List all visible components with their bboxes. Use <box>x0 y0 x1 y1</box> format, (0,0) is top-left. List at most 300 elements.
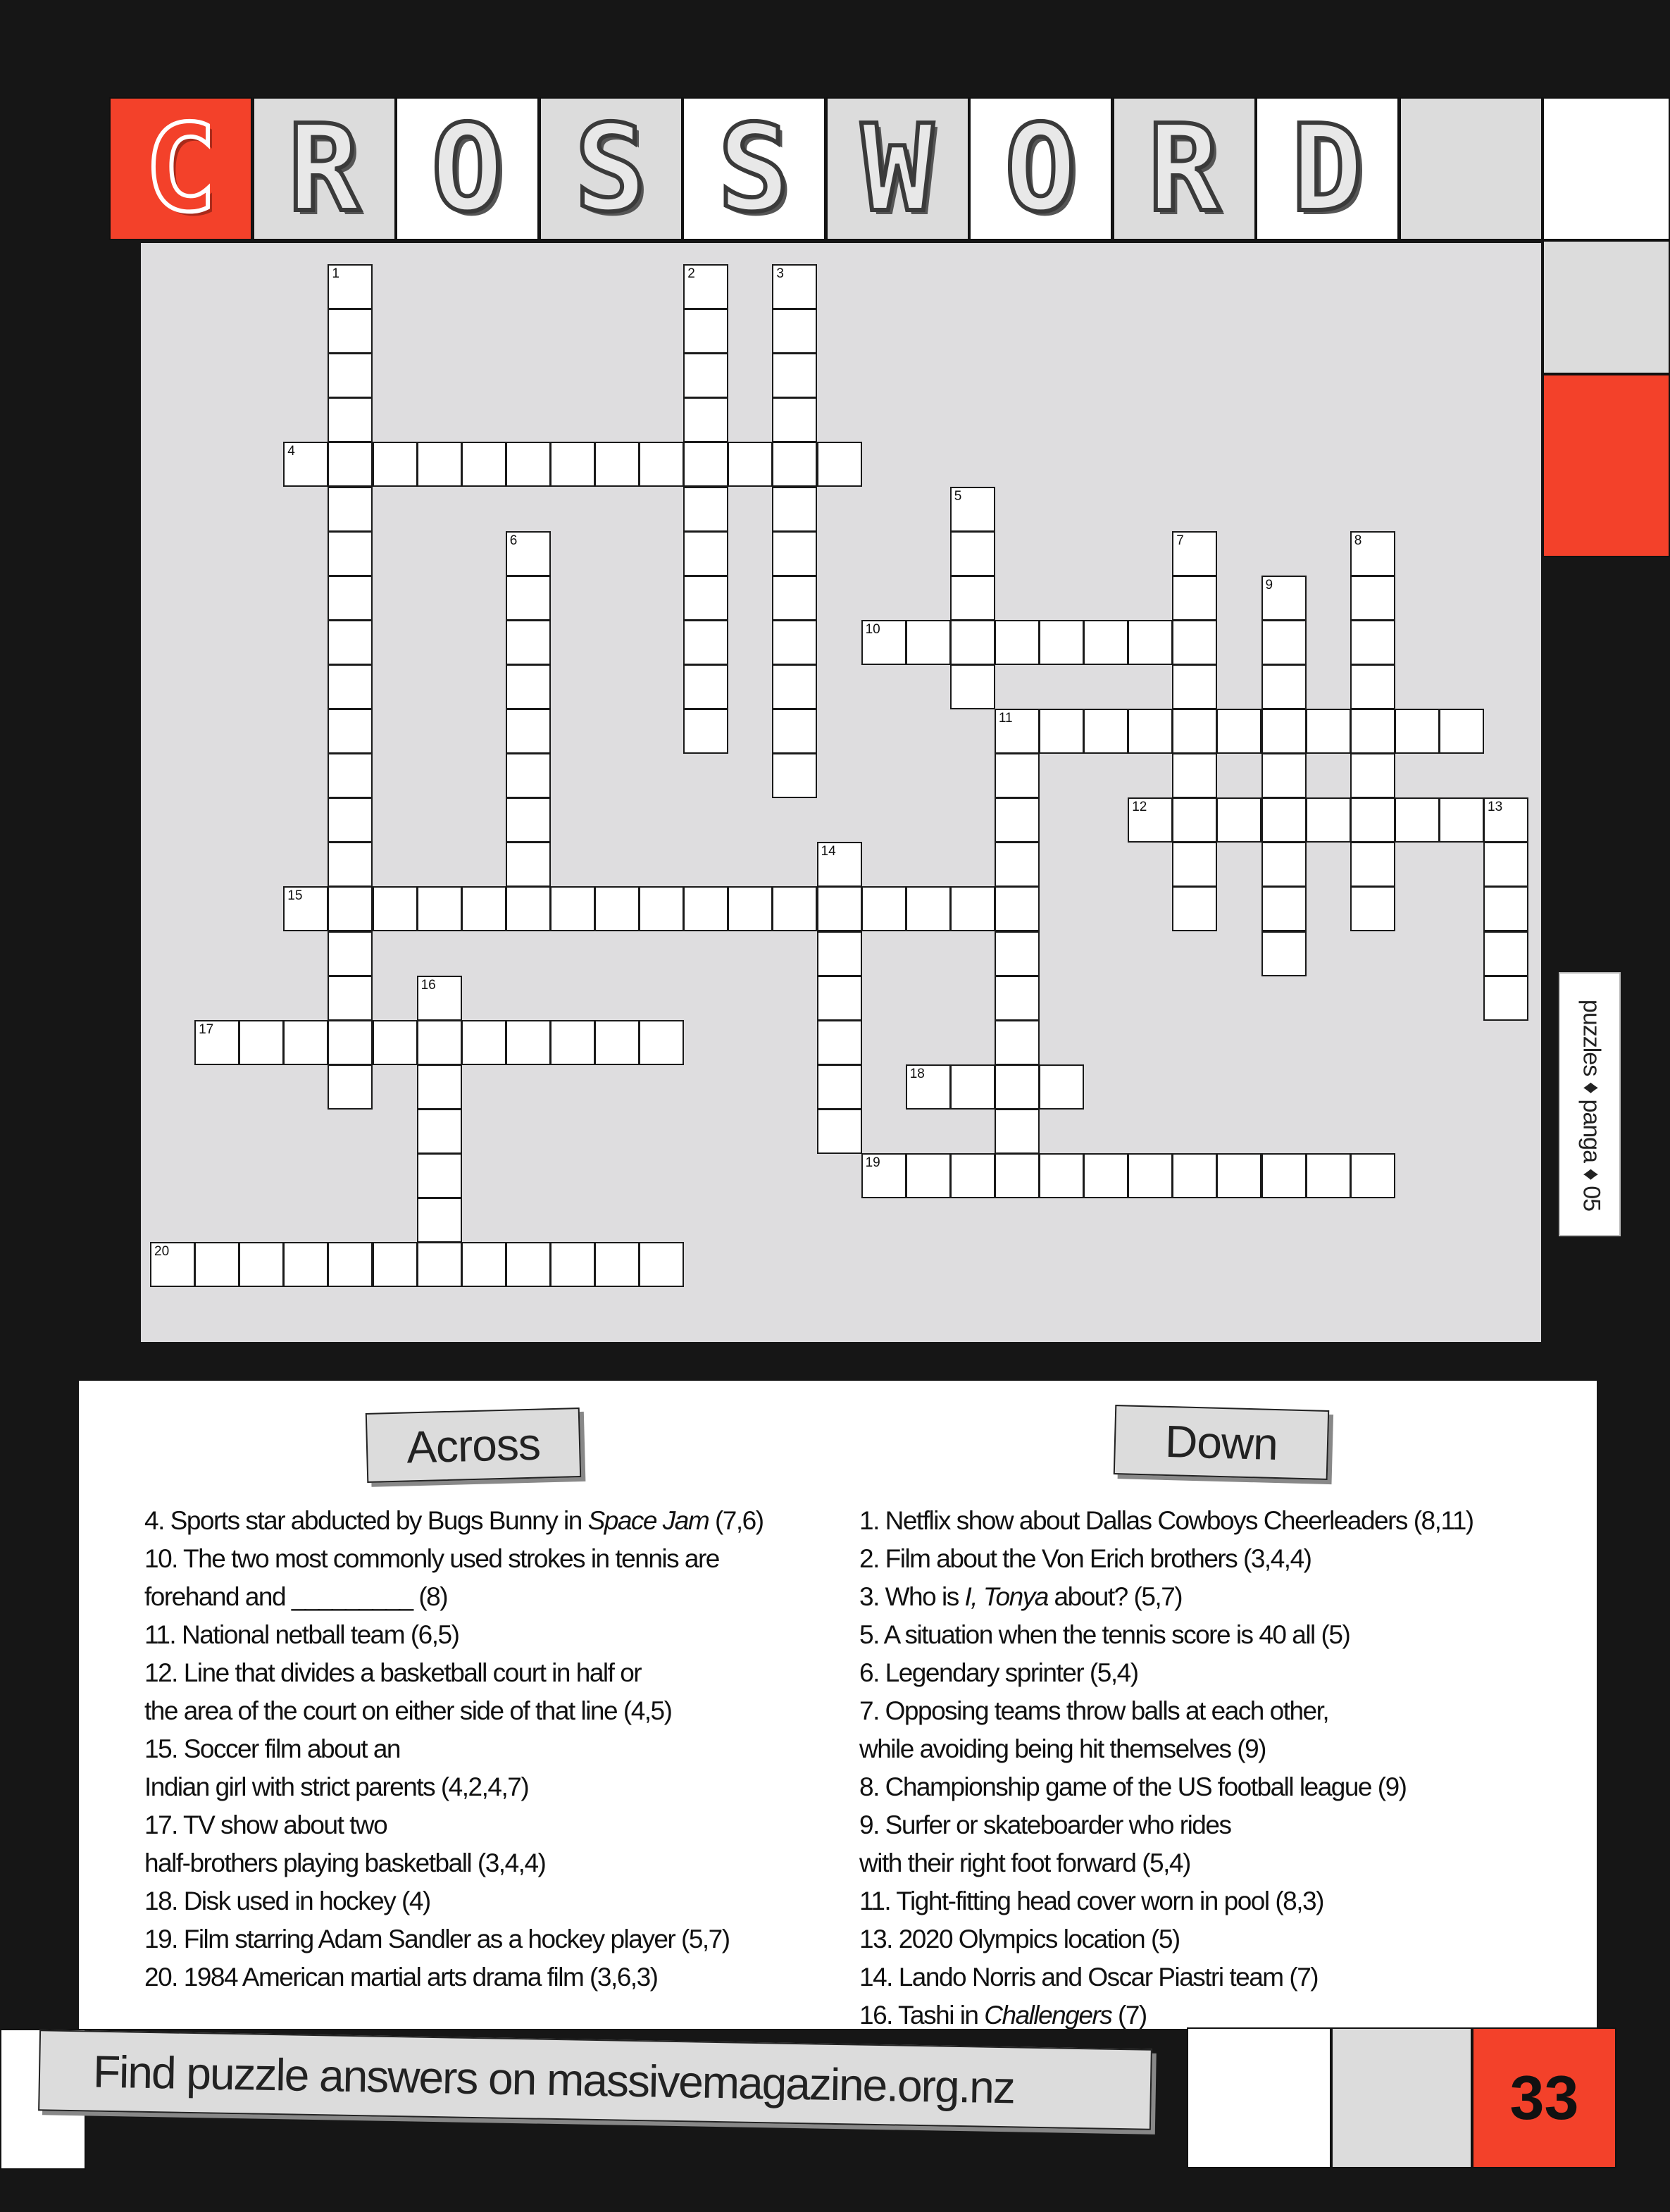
grid-cell[interactable] <box>772 620 817 665</box>
grid-cell[interactable] <box>594 1020 640 1065</box>
grid-cell[interactable] <box>683 620 728 665</box>
grid-cell[interactable] <box>1216 1153 1261 1198</box>
page-number-box <box>1472 2027 1616 2168</box>
grid-cell[interactable] <box>1350 1153 1395 1198</box>
grid-cell[interactable] <box>772 309 817 354</box>
title-letter: C <box>144 99 217 239</box>
grid-cell[interactable] <box>328 709 373 754</box>
grid-cell[interactable] <box>1172 886 1217 931</box>
across-clue-line <box>144 1578 447 1616</box>
across-clue-line <box>144 1730 400 1768</box>
clue-number: 13 <box>1488 800 1503 815</box>
grid-cell[interactable] <box>506 886 551 931</box>
grid-cell[interactable] <box>906 620 951 665</box>
title-blank-tile <box>1400 97 1543 240</box>
title-letter: O <box>431 99 504 239</box>
grid-cell[interactable] <box>683 353 728 398</box>
grid-cell[interactable] <box>1350 576 1395 621</box>
grid-cell[interactable] <box>772 886 817 931</box>
grid-cell[interactable] <box>194 1242 239 1287</box>
title-letter-tile <box>109 97 252 240</box>
grid-cell[interactable] <box>417 1153 462 1198</box>
grid-cell[interactable] <box>328 264 373 309</box>
grid-cell[interactable] <box>373 442 418 487</box>
grid-cell[interactable] <box>995 753 1040 798</box>
grid-cell[interactable] <box>1483 931 1528 976</box>
grid-cell[interactable] <box>506 1242 551 1287</box>
grid-cell[interactable] <box>417 1109 462 1154</box>
grid-cell[interactable] <box>950 1064 995 1110</box>
grid-cell[interactable] <box>683 397 728 442</box>
grid-cell[interactable] <box>995 842 1040 887</box>
grid-cell[interactable] <box>1306 709 1351 754</box>
grid-cell[interactable] <box>328 576 373 621</box>
down-clue-line <box>859 1502 1473 1540</box>
grid-cell[interactable] <box>417 886 462 931</box>
grid-cell[interactable] <box>594 1242 640 1287</box>
down-clue-line <box>859 1578 1182 1616</box>
grid-cell[interactable] <box>283 442 328 487</box>
grid-cell[interactable] <box>328 531 373 576</box>
grid-cell[interactable] <box>1261 1153 1307 1198</box>
clue-em-text: I, Tonya <box>964 1582 1048 1611</box>
grid-cell[interactable] <box>1172 842 1217 887</box>
grid-cell[interactable] <box>1350 620 1395 665</box>
grid-cell[interactable] <box>328 976 373 1021</box>
clue-number: 9 <box>1265 577 1273 592</box>
grid-cell[interactable] <box>328 1020 373 1065</box>
grid-cell[interactable] <box>1261 842 1307 887</box>
grid-cell[interactable] <box>995 620 1040 665</box>
across-clue-line <box>144 1692 671 1730</box>
grid-cell[interactable] <box>550 1242 595 1287</box>
clue-number: 1 <box>332 266 339 281</box>
clue-pre-text: 6. Legendary sprinter (5,4) <box>859 1658 1138 1687</box>
grid-cell[interactable] <box>550 1020 595 1065</box>
grid-cell[interactable] <box>328 842 373 887</box>
grid-cell[interactable] <box>1395 797 1440 843</box>
grid-cell[interactable] <box>995 886 1040 931</box>
clue-number: 7 <box>1176 533 1184 548</box>
grid-cell[interactable] <box>417 976 462 1021</box>
title-letter-tile <box>1113 97 1256 240</box>
grid-cell[interactable] <box>506 531 551 576</box>
grid-cell[interactable] <box>683 442 728 487</box>
grid-cell[interactable] <box>995 1109 1040 1154</box>
grid-cell[interactable] <box>639 1020 684 1065</box>
grid-cell[interactable] <box>817 976 862 1021</box>
grid-cell[interactable] <box>328 886 373 931</box>
grid-cell[interactable] <box>1483 797 1528 843</box>
grid-cell[interactable] <box>506 442 551 487</box>
clue-number: 2 <box>687 266 695 281</box>
grid-cell[interactable] <box>995 1153 1040 1198</box>
grid-cell[interactable] <box>1350 886 1395 931</box>
grid-cell[interactable] <box>1261 931 1307 976</box>
title-letter: S <box>574 99 647 239</box>
grid-cell[interactable] <box>861 1153 906 1198</box>
grid-cell[interactable] <box>950 576 995 621</box>
deco-block-white <box>1543 97 1670 240</box>
across-clue-line <box>144 1654 641 1692</box>
grid-cell[interactable] <box>995 1064 1040 1110</box>
clue-number: 20 <box>154 1244 170 1260</box>
grid-cell[interactable] <box>683 576 728 621</box>
grid-cell[interactable] <box>150 1242 195 1287</box>
grid-cell[interactable] <box>1172 664 1217 709</box>
grid-cell[interactable] <box>728 442 773 487</box>
grid-cell[interactable] <box>328 1242 373 1287</box>
clue-post-text: (7) <box>1111 2001 1147 2030</box>
footer-answers-link[interactable] <box>38 2030 1152 2130</box>
grid-cell[interactable] <box>950 664 995 709</box>
grid-cell[interactable] <box>550 886 595 931</box>
page-box-gray <box>1331 2027 1472 2168</box>
clue-number: 17 <box>199 1021 214 1037</box>
grid-cell[interactable] <box>594 442 640 487</box>
grid-cell[interactable] <box>1261 664 1307 709</box>
title-letter: W <box>861 99 934 239</box>
grid-cell[interactable] <box>417 1064 462 1110</box>
grid-cell[interactable] <box>506 842 551 887</box>
across-clue-line <box>144 1920 730 1958</box>
grid-cell[interactable] <box>373 1242 418 1287</box>
grid-cell[interactable] <box>1306 797 1351 843</box>
clue-number: 12 <box>1132 800 1147 815</box>
clue-pre-text: the area of the court on either side of that line (4,5) <box>144 1696 672 1725</box>
grid-cell[interactable] <box>817 442 862 487</box>
grid-cell[interactable] <box>373 1020 418 1065</box>
clue-number: 5 <box>954 488 962 504</box>
grid-cell[interactable] <box>417 442 462 487</box>
grid-cell[interactable] <box>817 931 862 976</box>
grid-cell[interactable] <box>506 709 551 754</box>
grid-cell[interactable] <box>328 753 373 798</box>
grid-cell[interactable] <box>1350 664 1395 709</box>
clue-pre-text: 1. Netflix show about Dallas Cowboys Cheerleaders (8,11) <box>859 1506 1473 1535</box>
clue-pre-text: 4. Sports star abducted by Bugs Bunny in <box>144 1506 588 1535</box>
clue-pre-text: 9. Surfer or skateboarder who rides <box>859 1810 1231 1839</box>
grid-cell[interactable] <box>683 309 728 354</box>
grid-cell[interactable] <box>328 397 373 442</box>
grid-cell[interactable] <box>506 1020 551 1065</box>
grid-cell[interactable] <box>1350 709 1395 754</box>
grid-cell[interactable] <box>906 1153 951 1198</box>
grid-cell[interactable] <box>1172 620 1217 665</box>
clue-pre-text: 18. Disk used in hockey (4) <box>144 1887 430 1915</box>
across-clue-line <box>144 1616 459 1654</box>
title-letter: D <box>1291 99 1364 239</box>
grid-cell[interactable] <box>1306 1153 1351 1198</box>
grid-cell[interactable] <box>1483 976 1528 1021</box>
grid-cell[interactable] <box>506 664 551 709</box>
grid-cell[interactable] <box>772 576 817 621</box>
grid-cell[interactable] <box>328 797 373 843</box>
grid-cell[interactable] <box>772 353 817 398</box>
clue-pre-text: 5. A situation when the tennis score is 40 all (5) <box>859 1620 1350 1649</box>
grid-cell[interactable] <box>328 353 373 398</box>
grid-cell[interactable] <box>506 620 551 665</box>
footer-text: Find puzzle answers on massivemagazine.org.nz <box>92 2046 1015 2113</box>
across-clue-line <box>144 1540 719 1578</box>
grid-cell[interactable] <box>461 1020 506 1065</box>
grid-cell[interactable] <box>772 264 817 309</box>
grid-cell[interactable] <box>1172 576 1217 621</box>
clue-pre-text: 19. Film starring Adam Sandler as a hockey player (5,7) <box>144 1925 730 1953</box>
grid-cell[interactable] <box>1483 842 1528 887</box>
down-clue-line <box>859 1958 1318 1996</box>
grid-cell[interactable] <box>906 886 951 931</box>
grid-cell[interactable] <box>817 1020 862 1065</box>
grid-cell[interactable] <box>506 797 551 843</box>
clue-pre-text: 10. The two most commonly used strokes in tennis are <box>144 1544 719 1573</box>
grid-cell[interactable] <box>1261 576 1307 621</box>
grid-cell[interactable] <box>817 1109 862 1154</box>
grid-cell[interactable] <box>683 264 728 309</box>
title-letter: R <box>287 99 361 239</box>
grid-cell[interactable] <box>1039 1064 1084 1110</box>
title-letter: R <box>1147 99 1221 239</box>
side-label <box>1559 972 1621 1236</box>
clue-pre-text: Indian girl with strict parents (4,2,4,7) <box>144 1772 529 1801</box>
grid-cell[interactable] <box>328 1064 373 1110</box>
grid-cell[interactable] <box>461 1242 506 1287</box>
grid-cell[interactable] <box>817 886 862 931</box>
clue-pre-text: 15. Soccer film about an <box>144 1734 400 1763</box>
grid-cell[interactable] <box>1216 797 1261 843</box>
grid-cell[interactable] <box>373 886 418 931</box>
clue-pre-text: 17. TV show about two <box>144 1810 387 1839</box>
clue-number: 16 <box>420 977 436 993</box>
clues-panel <box>79 1381 1597 2029</box>
grid-cell[interactable] <box>906 1064 951 1110</box>
grid-cell[interactable] <box>1261 709 1307 754</box>
down-clue-line <box>859 1882 1323 1920</box>
grid-cell[interactable] <box>1439 797 1484 843</box>
grid-cell[interactable] <box>1439 709 1484 754</box>
grid-cell[interactable] <box>283 1242 328 1287</box>
grid-cell[interactable] <box>683 886 728 931</box>
grid-cell[interactable] <box>506 753 551 798</box>
across-clue-line <box>144 1958 658 1996</box>
clue-number: 10 <box>865 621 880 637</box>
grid-cell[interactable] <box>1483 886 1528 931</box>
clue-pre-text: half-brothers playing basketball (3,4,4) <box>144 1848 546 1877</box>
grid-cell[interactable] <box>328 442 373 487</box>
down-clue-line <box>859 1996 1147 2034</box>
grid-cell[interactable] <box>1350 531 1395 576</box>
grid-cell[interactable] <box>683 664 728 709</box>
grid-cell[interactable] <box>283 886 328 931</box>
down-clue-line <box>859 1692 1328 1730</box>
grid-cell[interactable] <box>1350 753 1395 798</box>
title-letter-tile <box>540 97 683 240</box>
down-clue-line <box>859 1806 1230 1844</box>
grid-cell[interactable] <box>1083 1153 1128 1198</box>
grid-cell[interactable] <box>328 931 373 976</box>
grid-cell[interactable] <box>1039 1153 1084 1198</box>
clue-pre-text: 3. Who is <box>859 1582 965 1611</box>
clue-number: 18 <box>909 1066 925 1081</box>
clue-number: 8 <box>1354 533 1362 548</box>
page-box-white <box>1187 2027 1331 2168</box>
grid-cell[interactable] <box>417 1198 462 1243</box>
clue-number: 6 <box>509 533 518 548</box>
across-clue-line <box>144 1806 387 1844</box>
clue-pre-text: with their right foot forward (5,4) <box>859 1848 1190 1877</box>
clue-pre-text: 7. Opposing teams throw balls at each other, <box>859 1696 1329 1725</box>
grid-cell[interactable] <box>239 1242 284 1287</box>
down-clue-line <box>859 1540 1311 1578</box>
clue-number: 4 <box>287 444 295 459</box>
title-letter-tile <box>683 97 825 240</box>
grid-cell[interactable] <box>817 1064 862 1110</box>
grid-cell[interactable] <box>639 442 684 487</box>
grid-cell[interactable] <box>728 886 773 931</box>
clue-em-text: Space Jam <box>587 1506 709 1535</box>
across-clue-line <box>144 1502 764 1540</box>
crossword-grid <box>141 243 1541 1342</box>
grid-cell[interactable] <box>772 709 817 754</box>
across-clue-line <box>144 1882 430 1920</box>
clue-pre-text: 13. 2020 Olympics location (5) <box>859 1925 1180 1953</box>
grid-cell[interactable] <box>639 1242 684 1287</box>
clue-post-text: (7,6) <box>709 1506 764 1535</box>
grid-cell[interactable] <box>1350 797 1395 843</box>
grid-cell[interactable] <box>1128 620 1173 665</box>
down-heading: Down <box>1114 1405 1329 1480</box>
grid-cell[interactable] <box>1128 1153 1173 1198</box>
grid-cell[interactable] <box>328 664 373 709</box>
across-heading: Across <box>366 1408 581 1483</box>
page-number: 33 <box>1509 2063 1579 2132</box>
grid-cell[interactable] <box>995 709 1040 754</box>
grid-cell[interactable] <box>995 797 1040 843</box>
down-clue-line <box>859 1616 1350 1654</box>
clue-pre-text: 11. National netball team (6,5) <box>144 1620 459 1649</box>
grid-cell[interactable] <box>995 1020 1040 1065</box>
title-letter-tile <box>253 97 396 240</box>
grid-cell[interactable] <box>1350 842 1395 887</box>
grid-cell[interactable] <box>194 1020 239 1065</box>
clue-number: 14 <box>821 844 836 859</box>
grid-cell[interactable] <box>861 620 906 665</box>
down-clue-line <box>859 1768 1407 1806</box>
clue-pre-text: while avoiding being hit themselves (9) <box>859 1734 1266 1763</box>
grid-cell[interactable] <box>328 487 373 532</box>
grid-cell[interactable] <box>772 531 817 576</box>
clue-number: 15 <box>287 888 303 904</box>
grid-cell[interactable] <box>1083 709 1128 754</box>
grid-cell[interactable] <box>995 931 1040 976</box>
clue-em-text: Challengers <box>984 2001 1112 2030</box>
grid-cell[interactable] <box>683 709 728 754</box>
grid-cell[interactable] <box>950 886 995 931</box>
grid-cell[interactable] <box>1172 531 1217 576</box>
grid-cell[interactable] <box>772 442 817 487</box>
grid-cell[interactable] <box>861 886 906 931</box>
grid-cell[interactable] <box>1172 1153 1217 1198</box>
across-clue-line <box>144 1768 528 1806</box>
grid-cell[interactable] <box>1261 797 1307 843</box>
grid-cell[interactable] <box>950 620 995 665</box>
down-clue-line <box>859 1654 1138 1692</box>
grid-cell[interactable] <box>950 1153 995 1198</box>
clue-pre-text: 2. Film about the Von Erich brothers (3,4,4) <box>859 1544 1311 1573</box>
title-letter: O <box>1004 99 1077 239</box>
grid-cell[interactable] <box>461 442 506 487</box>
down-clue-line <box>859 1920 1180 1958</box>
grid-cell[interactable] <box>1216 709 1261 754</box>
grid-cell[interactable] <box>950 487 995 532</box>
grid-cell[interactable] <box>772 664 817 709</box>
grid-cell[interactable] <box>506 576 551 621</box>
clue-pre-text: 8. Championship game of the US football league (9) <box>859 1772 1407 1801</box>
grid-cell[interactable] <box>1083 620 1128 665</box>
grid-cell[interactable] <box>1172 753 1217 798</box>
grid-cell[interactable] <box>550 442 595 487</box>
grid-cell[interactable] <box>950 531 995 576</box>
grid-cell[interactable] <box>417 1020 462 1065</box>
grid-cell[interactable] <box>995 976 1040 1021</box>
grid-cell[interactable] <box>639 886 684 931</box>
grid-cell[interactable] <box>417 1242 462 1287</box>
grid-cell[interactable] <box>461 886 506 931</box>
clue-number: 3 <box>776 266 784 281</box>
title-letter-tile <box>1256 97 1399 240</box>
down-clue-line <box>859 1844 1190 1882</box>
grid-cell[interactable] <box>683 531 728 576</box>
down-clue-line <box>859 1730 1266 1768</box>
grid-cell[interactable] <box>1395 709 1440 754</box>
grid-cell[interactable] <box>283 1020 328 1065</box>
grid-cell[interactable] <box>328 309 373 354</box>
clue-number: 11 <box>998 711 1013 726</box>
deco-block-gray <box>1543 240 1670 374</box>
title-letter-tile <box>826 97 969 240</box>
side-label-text: puzzles ♦ panga ♦ 05 <box>1578 999 1605 1212</box>
title-letter-tile <box>969 97 1112 240</box>
grid-cell[interactable] <box>1261 886 1307 931</box>
grid-cell[interactable] <box>772 397 817 442</box>
grid-cell[interactable] <box>683 487 728 532</box>
clue-pre-text: 20. 1984 American martial arts drama film (3,6,3) <box>144 1963 658 1992</box>
clue-pre-text: 12. Line that divides a basketball court in half or <box>144 1658 642 1687</box>
across-clue-line <box>144 1844 545 1882</box>
clue-post-text: about? (5,7) <box>1047 1582 1183 1611</box>
grid-cell[interactable] <box>1128 797 1173 843</box>
grid-cell[interactable] <box>817 842 862 887</box>
clue-pre-text: 11. Tight-fitting head cover worn in pool (8,3) <box>859 1887 1323 1915</box>
grid-cell[interactable] <box>772 487 817 532</box>
grid-cell[interactable] <box>239 1020 284 1065</box>
grid-cell[interactable] <box>1172 797 1217 843</box>
grid-cell[interactable] <box>1039 620 1084 665</box>
grid-cell[interactable] <box>1261 620 1307 665</box>
grid-cell[interactable] <box>1039 709 1084 754</box>
grid-cell[interactable] <box>1128 709 1173 754</box>
grid-cell[interactable] <box>1172 709 1217 754</box>
deco-block-red <box>1543 374 1670 557</box>
clue-pre-text: 16. Tashi in <box>859 2001 985 2030</box>
grid-cell[interactable] <box>328 620 373 665</box>
clue-pre-text: 14. Lando Norris and Oscar Piastri team (7) <box>859 1963 1319 1992</box>
grid-cell[interactable] <box>1261 753 1307 798</box>
clue-number: 19 <box>865 1155 880 1170</box>
grid-cell[interactable] <box>594 886 640 931</box>
title-letter: S <box>718 99 790 239</box>
grid-cell[interactable] <box>772 753 817 798</box>
